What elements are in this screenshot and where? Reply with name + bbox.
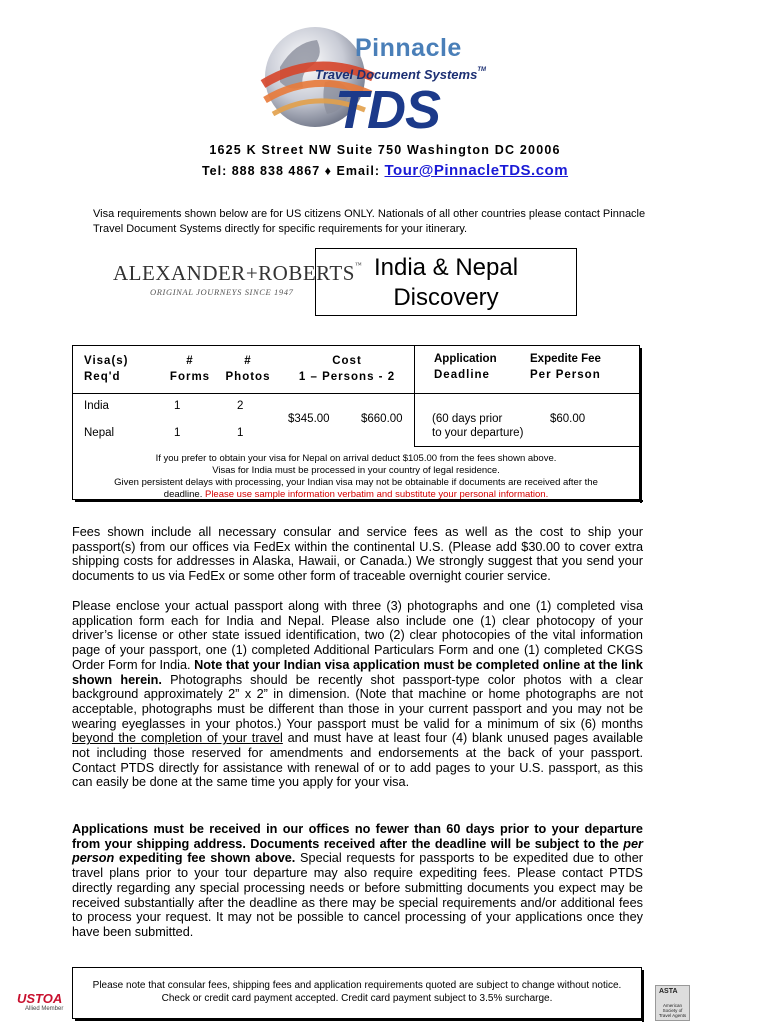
tour-title-box [315, 248, 577, 316]
ustoa-logo: USTOA Allied Member [17, 991, 64, 1012]
header-photos: # Photos [225, 355, 271, 383]
row-country: India [84, 400, 109, 412]
header-cost: Cost 1 – Persons - 2 [298, 355, 396, 383]
column-divider [414, 346, 415, 446]
cost-one-person: $345.00 [288, 413, 330, 425]
expedite-value: $60.00 [550, 413, 586, 425]
row-photos: 2 [237, 400, 244, 412]
asta-logo: ASTA American Society of Travel Agents [655, 985, 690, 1021]
operator-tagline: ORIGINAL JOURNEYS SINCE 1947 [150, 287, 294, 297]
header-divider [73, 393, 639, 394]
row-photos: 1 [237, 427, 244, 439]
header-visas: Visa(s) Req'd [84, 355, 129, 383]
row-forms: 1 [174, 427, 181, 439]
contact-line [0, 162, 770, 179]
table-notes: If you prefer to obtain your visa for Nepal on arrival deduct $105.00 from the fees shown above. Visas for India must be processed in your country of legal residence. Given persistent delays with processing, your Indian visa may not be obtainable if documents are received after the deadline. Please use sample information verbatim and substitute your personal information. [114, 453, 598, 500]
enclose-paragraph: Please enclose your actual passport along with three (3) photographs and one (1) completed visa application form each for India and Nepal. Please also include one (1) clear photocopy of your driver’s license or other state issued identification, two (2) clear photocopies of the vital information page of your passport, one (1) completed Additional Particulars Form and one (1) completed CKGS Order Form for India. Note that your Indian visa application must be completed online at the link shown herein. Photographs should be recently shot passport-type color photos with a clear background approximately 2” x 2” in dimension. (Note that machine or home photographs are not acceptable, photographs must be different than those in your current passport and you may not be wearing eyeglasses in your photos.) Your passport must be valid for a minimum of six (6) months beyond the completion of your travel and must have at least four (4) blank unused pages available not including those reserved for amendments and endorsements at the back of your passport. Contact PTDS directly for assistance with renewal of or to add pages to your U.S. passport, as this can easily be done at the same time you apply for your visa. [72, 599, 644, 790]
header-deadline: Application Deadline [434, 353, 497, 381]
row-forms: 1 [174, 400, 181, 412]
header-forms: # Forms [169, 355, 211, 383]
row-country: Nepal [84, 427, 115, 439]
intro-text: Visa requirements shown below are for US citizens ONLY. Nationals of all other countries please contact Pinnacle Travel Document Systems directly for specific requirements for your itinerary. [93, 208, 646, 235]
applications-paragraph: Applications must be received in our offices no fewer than 60 days prior to your departure from your shipping address. Documents received after the deadline will be subject to the per person expediting fee shown above. Special requests for passports to be expedited due to other travel plans prior to your tour departure may also require expediting fees. Please contact PTDS directly regarding any special processing needs or before submitting documents you expect may be received substantially after the deadline as there may be special requirements and/or additional fees to process your request. It may not be possible to cancel processing of your applications once they have been submitted. [72, 822, 643, 939]
email-link[interactable]: Tour@PinnacleTDS.com [384, 162, 569, 179]
fees-paragraph: Fees shown include all necessary consular and service fees as well as the cost to ship your passport(s) from our offices via FedEx within the continental U.S. (Please add $30.00 to cover extra shipping costs for addresses in Alaska, Hawaii, or Canada.) We strongly suggest that you send your documents to us via FedEx or some other form of traceable overnight courier service. [72, 525, 643, 584]
logo-subtitle: Travel Document Systems™ [315, 67, 487, 82]
sample-info-note: Please use sample information verbatim and substitute your personal information. [204, 489, 549, 500]
header-expedite: Expedite Fee Per Person [530, 353, 601, 381]
tel-label: Tel: 888 838 4867 ♦ Email: [201, 164, 385, 178]
tour-title-line2: Discovery [393, 284, 499, 311]
footer-notice: Please note that consular fees, shipping fees and application requirements quoted are subject to change without notice. Check or credit card payment accepted. Credit card payment subject to 3.5% surcharge. [72, 967, 642, 1019]
section-divider [414, 446, 641, 447]
cost-two-persons: $660.00 [361, 413, 403, 425]
address-line: 1625 K Street NW Suite 750 Washington DC 20006 [209, 143, 561, 157]
operator-logo: ALEXANDER+ROBERTS™ [113, 261, 363, 285]
pinnacle-tds-logo [255, 22, 487, 140]
visa-requirements-table [72, 345, 640, 500]
deadline-value: (60 days prior to your departure) [432, 413, 524, 439]
logo-mark: TDS [335, 80, 440, 140]
tour-title-line1: India & Nepal [373, 254, 519, 281]
logo-brand: Pinnacle [355, 34, 462, 62]
